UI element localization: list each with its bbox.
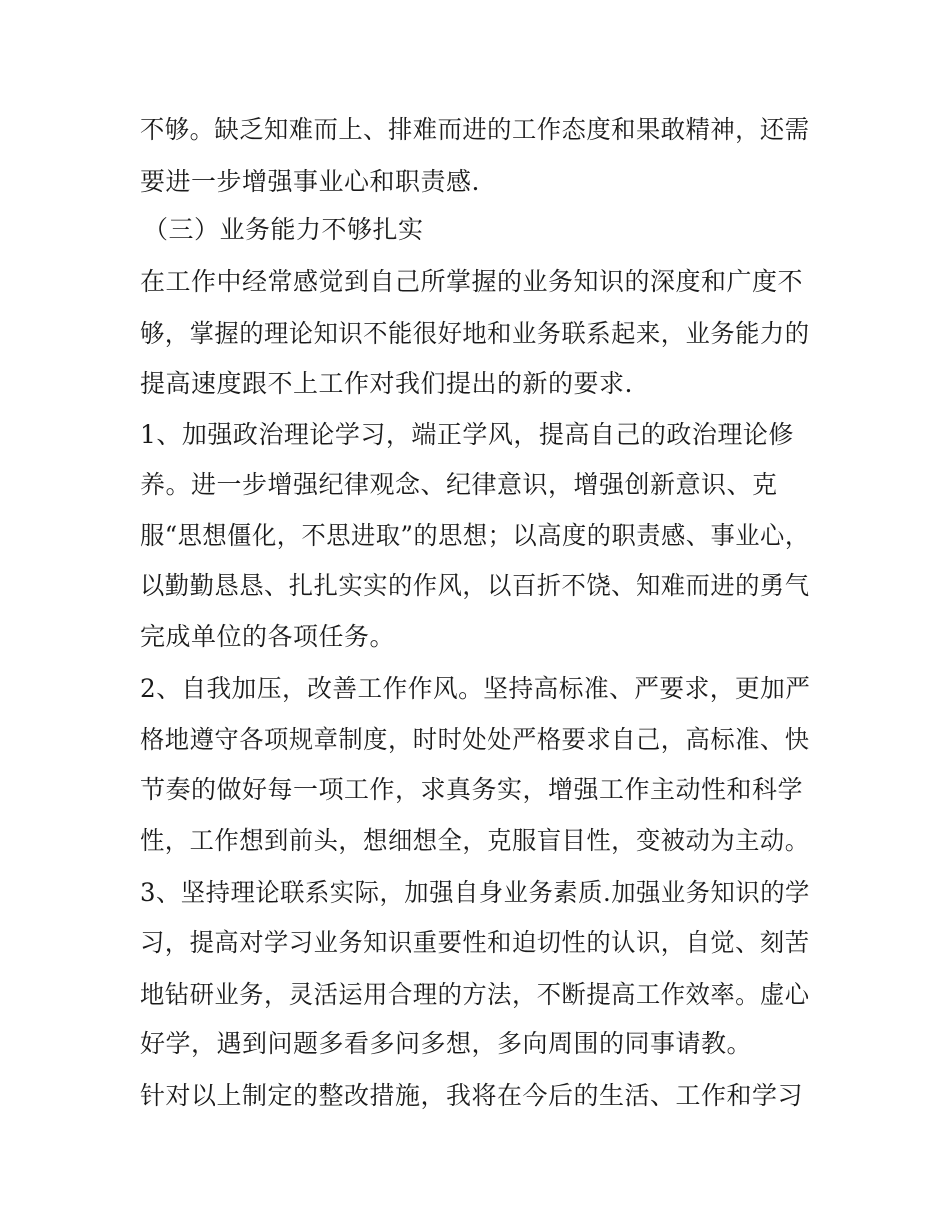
text-line: 服“思想僵化，不思进取”的思想；以高度的职责感、事业心，	[140, 521, 810, 550]
section-heading: （三）业务能力不够扎实	[143, 215, 424, 244]
text-line: 针对以上制定的整改措施，我将在今后的生活、工作和学习	[140, 1081, 804, 1110]
text-line: 够，掌握的理论知识不能很好地和业务联系起来，业务能力的	[140, 319, 810, 348]
text-line: 2、自我加压，改善工作作风。坚持高标准、严要求，更加严	[140, 674, 811, 703]
text-line: 习，提高对学习业务知识重要性和迫切性的认识，自觉、刻苦	[140, 928, 810, 957]
text-line: 不够。缺乏知难而上、排难而进的工作态度和果敢精神，还需	[140, 115, 810, 144]
text-line: 好学，遇到问题多看多问多想，多向周围的同事请教。	[140, 1029, 753, 1058]
text-line: 3、坚持理论联系实际，加强自身业务素质.加强业务知识的学	[140, 878, 810, 907]
text-line: 完成单位的各项任务。	[140, 622, 396, 651]
text-line: 要进一步增强事业心和职责感.	[140, 167, 480, 196]
text-line: 在工作中经常感觉到自己所掌握的业务知识的深度和广度不	[140, 267, 804, 296]
text-line: 性，工作想到前头，想细想全，克服盲目性，变被动为主动。	[140, 826, 810, 855]
text-line: 节奏的做好每一项工作，求真务实，增强工作主动性和科学	[140, 775, 804, 804]
text-line: 1、加强政治理论学习，端正学风，提高自己的政治理论修	[140, 420, 794, 449]
text-line: 养。进一步增强纪律观念、纪律意识，增强创新意识、克	[140, 470, 778, 499]
text-line: 地钻研业务，灵活运用合理的方法，不断提高工作效率。虚心	[140, 980, 810, 1009]
text-line: 格地遵守各项规章制度，时时处处严格要求自己，高标准、快	[140, 725, 810, 754]
text-line: 以勤勤恳恳、扎扎实实的作风，以百折不饶、知难而进的勇气	[140, 571, 810, 600]
text-line: 提高速度跟不上工作对我们提出的新的要求.	[140, 369, 633, 398]
